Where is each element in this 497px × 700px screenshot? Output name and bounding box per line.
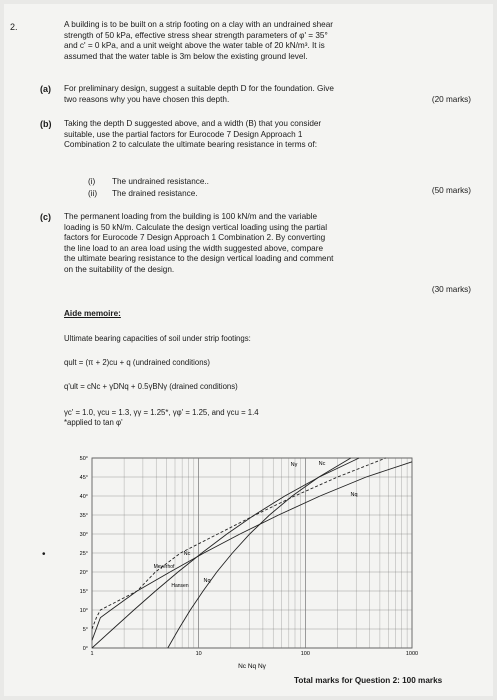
part-line: on the suitability of the design. — [64, 264, 175, 274]
part-a-marks: (20 marks) — [431, 95, 471, 104]
chart-curve-labels — [154, 461, 358, 589]
chart-ticks — [80, 456, 418, 657]
part-line: Combination 2 to calculate the ultimate bearing resistance in terms of: — [64, 140, 318, 149]
y-tick-label: 20° — [79, 570, 88, 576]
curve-label: Hansen — [171, 583, 189, 589]
subitem-text: The undrained resistance.. — [112, 177, 209, 186]
part-b-text — [64, 119, 394, 151]
part-line: loading is 50 kN/m. Calculate the design vertical loading using the partial — [64, 222, 328, 232]
question-number: 2. — [10, 22, 18, 32]
y-tick-label: 0° — [82, 646, 88, 652]
subitem-number: (i) — [88, 177, 96, 186]
total-marks: Total marks for Question 2: 100 marks — [294, 676, 443, 685]
question-intro — [64, 20, 434, 62]
intro-line: assumed that the water table is 3m below the existing ground level. — [64, 51, 308, 61]
part-line: For preliminary design, suggest a suitable depth D for the foundation. Give — [64, 84, 334, 93]
bearing-capacity-chart — [62, 452, 419, 672]
part-b-label: (b) — [40, 119, 52, 129]
part-c-marks: (30 marks) — [431, 285, 471, 294]
y-tick-label: 50° — [79, 456, 88, 462]
memoire-title: Aide memoire: — [64, 309, 121, 318]
part-line: The permanent loading from the building is 100 kN/m and the variable — [64, 212, 318, 221]
y-tick-label: 10° — [79, 608, 88, 614]
x-tick-label: 1000 — [405, 651, 419, 657]
intro-line: A building is to be built on a strip footing on a clay with an undrained shear — [64, 20, 333, 29]
intro-line: and c' = 0 kPa, and a unit weight above the water table of 20 kN/m³. It is — [64, 41, 325, 50]
curve-label: Nq — [350, 492, 358, 498]
curve-n-meyerhof — [92, 462, 412, 641]
part-line: factors for Eurocode 7 Design Approach 1 Combination 2. By converting — [64, 233, 326, 242]
x-tick-label: 1 — [90, 651, 94, 657]
x-tick-label: 10 — [195, 651, 202, 657]
intro-line: strength of 50 kPa, effective stress shear strength parameters of φ' = 35° — [64, 30, 328, 40]
x-tick-label: 100 — [300, 651, 310, 657]
memoire-heading: Ultimate bearing capacities of soil under strip footings: — [64, 334, 251, 343]
y-tick-label: 30° — [79, 532, 88, 538]
y-tick-label: 15° — [79, 589, 88, 595]
bullet-dot: • — [42, 549, 46, 560]
part-a-label: (a) — [40, 84, 51, 94]
part-line: the ultimate bearing resistance to the design vertical loading and comment — [64, 254, 334, 263]
partial-factors-line: γc' = 1.0, γcu = 1.3, γγ = 1.25*, γφ' = 1.25, and γcu = 1.4 — [64, 408, 259, 417]
drained-equation: q'ult = cNc + γDNq + 0.5γBNγ (drained conditions) — [64, 382, 238, 391]
part-line: Taking the depth D suggested above, and a width (B) that you consider — [64, 119, 322, 128]
part-b-subitem-ii — [88, 189, 198, 198]
chart-grid — [92, 458, 412, 648]
y-tick-label: 5° — [82, 627, 88, 633]
curve-label: Nγ — [290, 462, 298, 468]
part-c-label: (c) — [40, 212, 51, 222]
part-a-text — [64, 84, 394, 105]
curve-n-hansen — [92, 458, 386, 629]
part-b-marks: (50 marks) — [431, 186, 471, 195]
y-tick-label: 45° — [79, 475, 88, 481]
curve-label: Nq — [203, 578, 211, 584]
chart-x-label: Nc Nq Nγ — [238, 663, 266, 670]
y-tick-label: 25° — [79, 551, 88, 557]
part-line: suitable, use the partial factors for Eurocode 7 Design Approach 1 — [64, 129, 303, 139]
part-line: the line load to an area load using the width suggested above, compare — [64, 243, 323, 253]
y-tick-label: 40° — [79, 494, 88, 500]
curve-label: Nc — [183, 551, 191, 557]
curve-label: Meyerhof — [153, 564, 175, 570]
partial-factors — [64, 408, 259, 428]
part-line: two reasons why you have chosen this depth. — [64, 94, 230, 104]
curve-label: Nc — [318, 461, 326, 467]
part-b-subitem-i — [88, 177, 209, 186]
subitem-text: The drained resistance. — [112, 189, 198, 198]
partial-factors-footnote: *applied to tan φ' — [64, 418, 123, 427]
part-c-text — [64, 212, 394, 275]
subitem-number: (ii) — [88, 189, 98, 198]
exam-page — [4, 4, 493, 696]
y-tick-label: 35° — [79, 513, 88, 519]
undrained-equation: qult = (π + 2)cu + q (undrained conditions) — [64, 358, 211, 367]
